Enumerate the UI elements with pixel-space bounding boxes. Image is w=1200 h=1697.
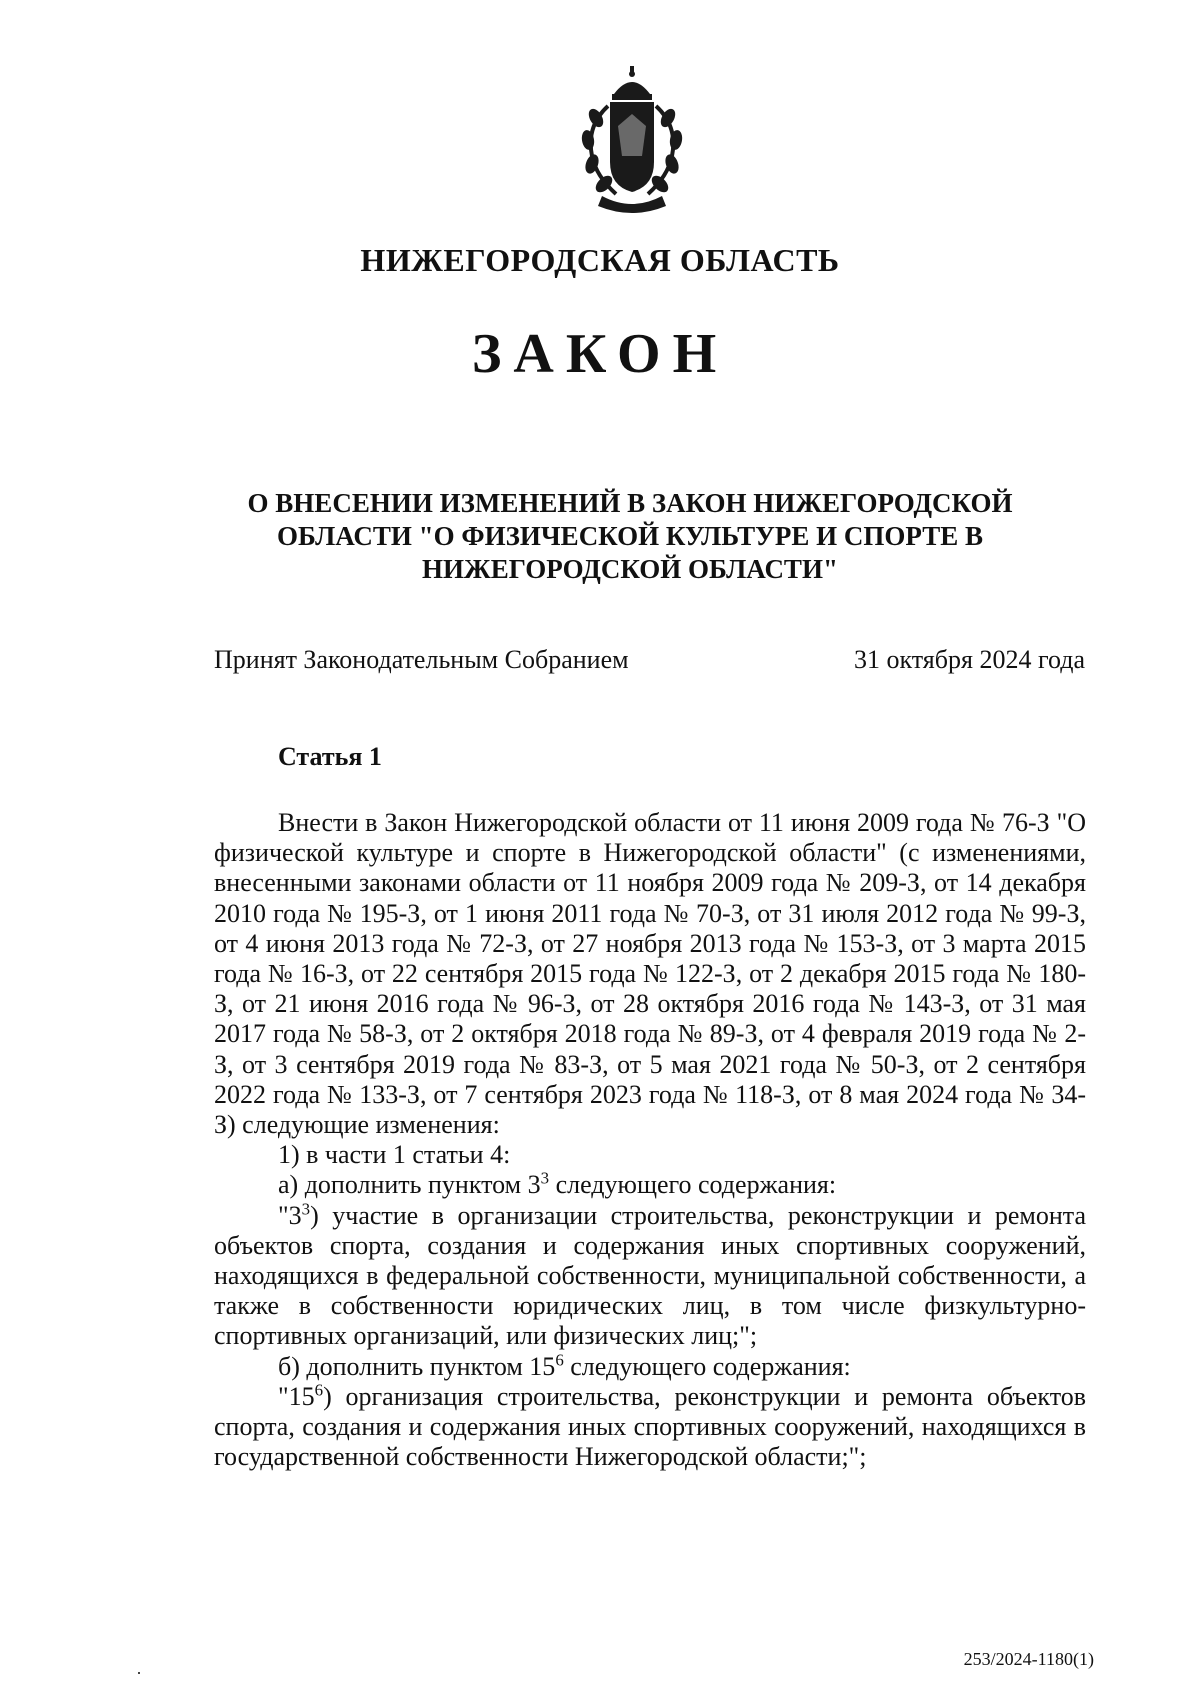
article-heading: Статья 1 bbox=[278, 742, 382, 771]
quote-b-text: ) организация строительства, реконструкции и ремонта объектов спорта, создания и содержания иных спортивных сооружений, находящихся в государственной собственности Нижегородской области;"; bbox=[214, 1381, 1086, 1472]
item-b-suffix: следующего содержания: bbox=[563, 1351, 851, 1381]
region-name: НИЖЕГОРОДСКАЯ ОБЛАСТЬ bbox=[360, 242, 840, 278]
article-body bbox=[214, 808, 1086, 1472]
quote-b-superscript: 6 bbox=[314, 1380, 324, 1400]
scan-dot bbox=[138, 1672, 140, 1674]
quote-b-number: "15 bbox=[278, 1381, 315, 1411]
quote-b bbox=[214, 1382, 1086, 1473]
item-a-superscript: 3 bbox=[540, 1168, 550, 1188]
item-b-prefix: б) дополнить пунктом 15 bbox=[278, 1351, 556, 1381]
item-b-superscript: 6 bbox=[555, 1350, 564, 1369]
item-1: 1) в части 1 статьи 4: bbox=[278, 1140, 511, 1170]
item-a-suffix: следующего содержания: bbox=[549, 1170, 837, 1200]
adoption-date: 31 октября 2024 года bbox=[854, 645, 1085, 674]
item-b bbox=[214, 1352, 1086, 1382]
quote-a-number: "3 bbox=[278, 1200, 302, 1230]
article-intro: Внести в Закон Нижегородской области от 11 июня 2009 года № 76-З "О физической культуре и спорте в Нижегородской области" (с изменениями, внесенными законами области от 11 ноября 2009 года № 209-З, от 14 декабря 2010 года № 195-З, от 1 июня 2011 года № 70-З, от 31 июля 2012 года № 99-З, от 4 июня 2013 года № 72-З, от 27 ноября 2013 года № 153-З, от 3 марта 2015 года № 16-З, от 22 сентября 2015 года № 122-З, от 2 декабря 2015 года № 180-З, от 21 июня 2016 года № 96-З, от 28 октября 2016 года № 143-З, от 31 мая 2017 года № 58-З, от 2 октября 2018 года № 89-З, от 4 февраля 2019 года № 2-З, от 3 сентября 2019 года № 83-З, от 5 мая 2021 года № 50-З, от 2 сентября 2022 года № 133-З, от 7 сентября 2023 года № 118-З, от 8 мая 2024 года № 34-З) следующие изменения: bbox=[214, 808, 1086, 1140]
document-code: 253/2024-1180(1) bbox=[963, 1649, 1094, 1669]
document-type: ЗАКОН bbox=[471, 323, 729, 385]
law-title: О ВНЕСЕНИИ ИЗМЕНЕНИЙ В ЗАКОН НИЖЕГОРОДСКОЙ ОБЛАСТИ "О ФИЗИЧЕСКОЙ КУЛЬТУРЕ И СПОРТЕ В НИЖЕГОРОДСКОЙ ОБЛАСТИ" bbox=[247, 488, 1013, 584]
quote-a bbox=[214, 1198, 1086, 1352]
item-a bbox=[214, 1170, 1086, 1200]
quote-a-superscript: 3 bbox=[301, 1198, 311, 1218]
coat-of-arms-icon bbox=[572, 66, 692, 216]
adoption-label: Принят Законодательным Собранием bbox=[214, 645, 629, 674]
item-a-prefix: а) дополнить пунктом 3 bbox=[278, 1170, 541, 1200]
quote-a-text: ) участие в организации строительства, реконструкции и ремонта объектов спорта, создания и содержания иных спортивных сооружений, находящихся в федеральной собственности, муниципальной собственности, а также в собственности юридических лиц, в том числе физкультурно-спортивных организаций, или физических лиц;"; bbox=[214, 1200, 1086, 1351]
